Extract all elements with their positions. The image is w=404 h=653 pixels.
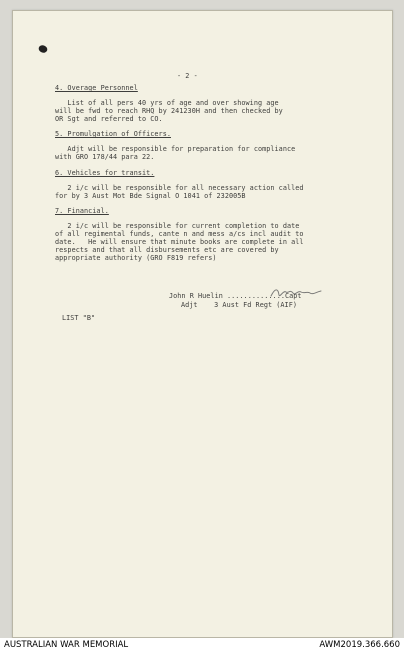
section-7-line-2: of all regimental funds, cante n and mess a/cs incl audit to (55, 230, 304, 238)
section-5-line-2: with GRO 178/44 para 22. (55, 153, 155, 161)
punch-hole (38, 44, 49, 54)
section-7-line-5: appropriate authority (GRO F819 refers) (55, 254, 217, 262)
section-7-heading: 7. Financial. (55, 207, 109, 215)
section-4-line-1: List of all pers 40 yrs of age and over showing age (55, 99, 279, 107)
section-5-heading: 5. Promulgation of Officers. (55, 130, 171, 138)
document-page (12, 10, 393, 638)
list-label: LIST "B" (62, 314, 96, 322)
section-7-line-4: respects and that all disbursements etc are covered by (55, 246, 279, 254)
section-6-line-2: for by 3 Aust Mot Bde Signal O 1041 of 232005B (55, 192, 246, 200)
page-number: - 2 - (177, 72, 198, 80)
footer-institution: AUSTRALIAN WAR MEMORIAL (4, 640, 129, 650)
section-4-heading: 4. Overage Personnel (55, 84, 138, 92)
section-6-heading: 6. Vehicles for transit. (55, 169, 155, 177)
footer-accession-number: AWM2019.366.660 (319, 640, 400, 650)
section-5-line-1: Adjt will be responsible for preparation for compliance (55, 145, 296, 153)
footer-bar (0, 638, 404, 653)
signature-title-line: Adjt 3 Aust Fd Regt (AIF) (181, 301, 297, 309)
section-7-line-1: 2 i/c will be responsible for current completion to date (55, 222, 300, 230)
signature-name-line: John R Huelin ..............Capt (169, 292, 302, 300)
section-7-line-3: date. He will ensure that minute books are complete in all (55, 238, 304, 246)
section-6-line-1: 2 i/c will be responsible for all necessary action called (55, 184, 304, 192)
section-4-line-3: OR Sgt and referred to CO. (55, 115, 163, 123)
section-4-line-2: will be fwd to reach RHQ by 241230H and then checked by (55, 107, 283, 115)
